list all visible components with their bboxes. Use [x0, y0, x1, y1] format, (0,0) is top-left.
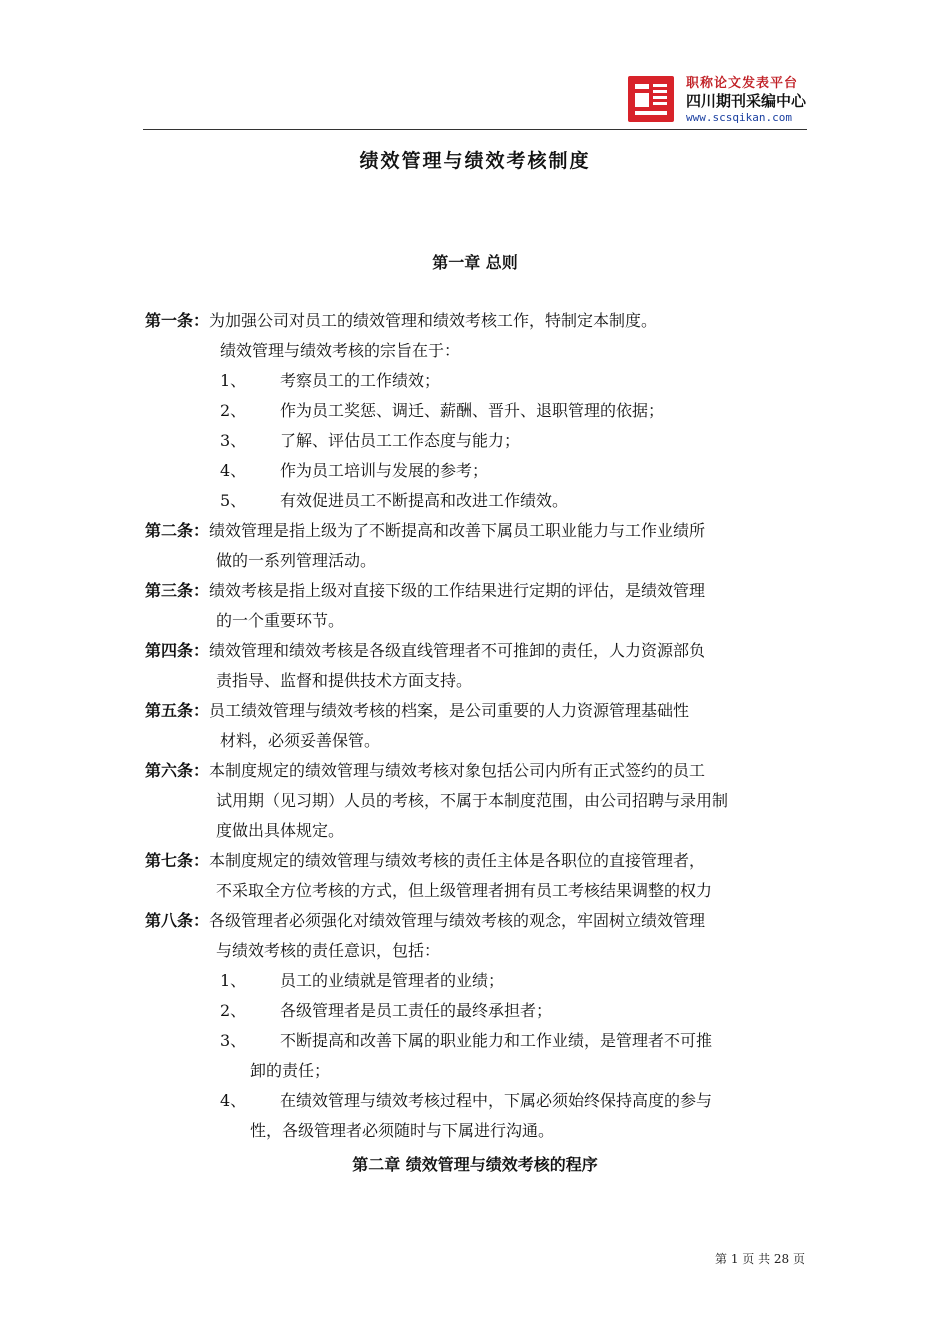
- article-8-cont: 与绩效考核的责任意识，包括：: [216, 941, 441, 960]
- article-4: 第四条：绩效管理和绩效考核是各级直线管理者不可推卸的责任，人力资源部负: [145, 641, 706, 660]
- article-7: 第七条：本制度规定的绩效管理与绩效考核的责任主体是各职位的直接管理者，: [145, 851, 706, 870]
- article-label: 第一条：: [145, 311, 210, 330]
- document-title: 绩效管理与绩效考核制度: [359, 150, 591, 172]
- logo-name: 四川期刊采编中心: [686, 92, 807, 110]
- article-6-cont: 试用期（见习期）人员的考核，不属于本制度范围，由公司招聘与录用制: [216, 791, 729, 810]
- list-item: 3、 了解、评估员工工作态度与能力；: [220, 431, 521, 450]
- header-logo: [628, 72, 818, 128]
- logo-slogan: 职称论文发表平台: [686, 76, 799, 91]
- article-2-cont: 做的一系列管理活动。: [216, 551, 377, 570]
- article-2: 第二条：绩效管理是指上级为了不断提高和改善下属员工职业能力与工作业绩所: [145, 521, 706, 540]
- article-6-cont: 度做出具体规定。: [216, 821, 345, 840]
- page-number: 第 1 页 共 28 页: [715, 1252, 805, 1266]
- article-3: 第三条：绩效考核是指上级对直接下级的工作结果进行定期的评估，是绩效管理: [145, 581, 706, 600]
- header-divider: [143, 129, 807, 130]
- list-item-cont: 性，各级管理者必须随时与下属进行沟通。: [250, 1121, 555, 1140]
- list-item: 2、 各级管理者是员工责任的最终承担者；: [220, 1001, 553, 1020]
- article-1-sub: 绩效管理与绩效考核的宗旨在于：: [220, 341, 461, 360]
- list-item: 1、 员工的业绩就是管理者的业绩；: [220, 971, 505, 990]
- article-3-cont: 的一个重要环节。: [216, 611, 345, 630]
- article-6: 第六条：本制度规定的绩效管理与绩效考核对象包括公司内所有正式签约的员工: [145, 761, 706, 780]
- article-7-cont: 不采取全方位考核的方式，但上级管理者拥有员工考核结果调整的权力: [216, 881, 713, 900]
- article-8: 第八条：各级管理者必须强化对绩效管理与绩效考核的观念，牢固树立绩效管理: [145, 911, 706, 930]
- article-text: 为加强公司对员工的绩效管理和绩效考核工作，特制定本制度。: [209, 311, 658, 330]
- list-item: 3、 不断提高和改善下属的职业能力和工作业绩，是管理者不可推: [220, 1031, 713, 1050]
- list-item: 5、 有效促进员工不断提高和改进工作绩效。: [220, 491, 569, 510]
- chapter-heading-2: 第二章 绩效管理与绩效考核的程序: [352, 1155, 598, 1174]
- logo-url[interactable]: www.scsqikan.com: [686, 111, 792, 124]
- newspaper-icon: [628, 76, 674, 122]
- chapter-heading-1: 第一章 总则: [432, 253, 518, 272]
- list-item: 4、 作为员工培训与发展的参考；: [220, 461, 489, 480]
- list-item: 2、 作为员工奖惩、调迁、薪酬、晋升、退职管理的依据；: [220, 401, 665, 420]
- list-item: 1、 考察员工的工作绩效；: [220, 371, 441, 390]
- article-1: [145, 308, 657, 331]
- list-item-cont: 卸的责任；: [250, 1061, 331, 1080]
- list-item: 4、 在绩效管理与绩效考核过程中，下属必须始终保持高度的参与: [220, 1091, 713, 1110]
- article-5-cont: 材料，必须妥善保管。: [220, 731, 381, 750]
- article-5: 第五条：员工绩效管理与绩效考核的档案，是公司重要的人力资源管理基础性: [145, 701, 690, 720]
- article-4-cont: 责指导、监督和提供技术方面支持。: [216, 671, 473, 690]
